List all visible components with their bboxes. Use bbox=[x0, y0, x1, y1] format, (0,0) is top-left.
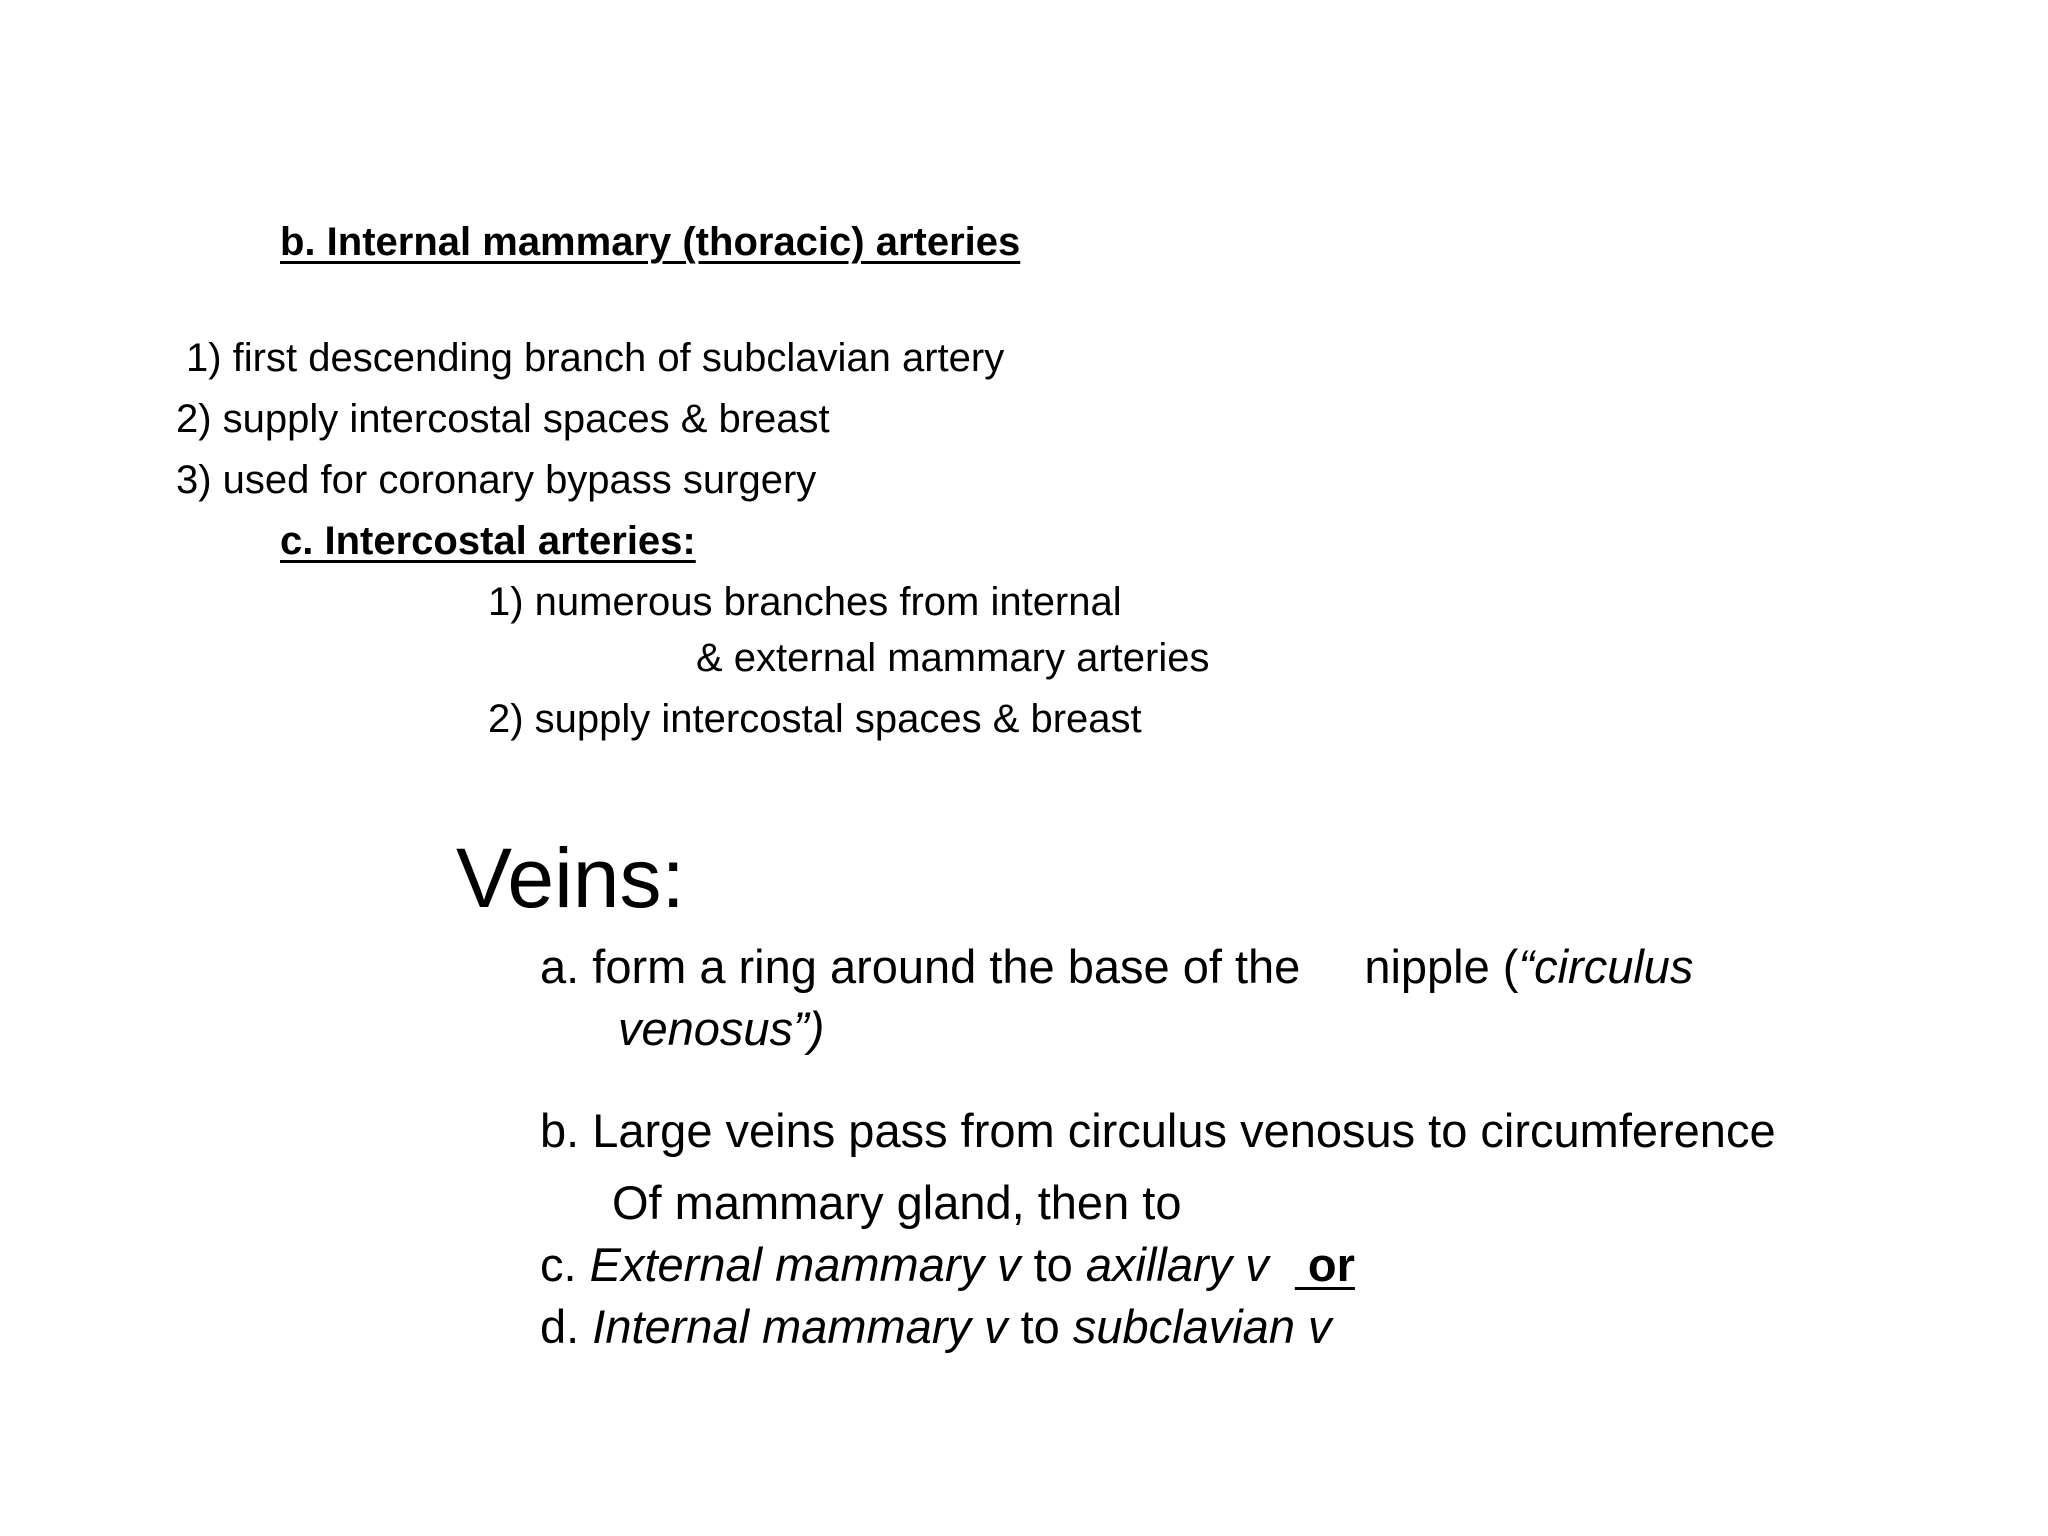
veins-item-c-or: or bbox=[1294, 1238, 1355, 1291]
intercostal-item-2: 2) supply intercostal spaces & breast bbox=[488, 697, 1142, 741]
internal-mammary-item-1: 1) first descending branch of subclavian artery bbox=[186, 336, 1005, 380]
veins-item-c-spacer bbox=[1269, 1238, 1295, 1291]
veins-title: Veins: bbox=[456, 831, 685, 925]
veins-item-c-axillary: axillary v bbox=[1085, 1238, 1269, 1291]
veins-item-c bbox=[540, 1238, 1355, 1291]
veins-item-c-to: to bbox=[1020, 1238, 1086, 1291]
veins-item-b-line-1: b. Large veins pass from circulus venosus to circumference bbox=[540, 1104, 1776, 1157]
veins-item-a-line-1 bbox=[540, 940, 1694, 993]
veins-item-a-nipple: nipple ( bbox=[1364, 940, 1519, 993]
internal-mammary-heading: b. Internal mammary (thoracic) arteries bbox=[280, 220, 1021, 264]
veins-item-a-text: a. form a ring around the base of the bbox=[540, 940, 1301, 993]
veins-item-d-to: to bbox=[1007, 1300, 1073, 1353]
internal-mammary-item-2: 2) supply intercostal spaces & breast bbox=[176, 397, 830, 441]
veins-item-d-prefix: d. bbox=[540, 1300, 593, 1353]
intercostal-item-1-line-2: & external mammary arteries bbox=[696, 636, 1210, 680]
veins-item-d bbox=[540, 1300, 1332, 1353]
veins-item-d-internal-mammary: Internal mammary v bbox=[592, 1300, 1008, 1353]
veins-item-a-circulus: “circulus bbox=[1518, 940, 1694, 993]
veins-item-c-prefix: c. bbox=[540, 1238, 590, 1291]
internal-mammary-item-3: 3) used for coronary bypass surgery bbox=[176, 458, 817, 502]
veins-item-a-line-2: venosus”) bbox=[618, 1002, 825, 1055]
intercostal-heading: c. Intercostal arteries: bbox=[280, 519, 696, 563]
veins-item-c-external-mammary: External mammary v bbox=[589, 1238, 1021, 1291]
veins-item-d-subclavian: subclavian v bbox=[1072, 1300, 1332, 1353]
veins-item-b-line-2: Of mammary gland, then to bbox=[612, 1176, 1182, 1229]
intercostal-item-1-line-1: 1) numerous branches from internal bbox=[488, 580, 1122, 624]
